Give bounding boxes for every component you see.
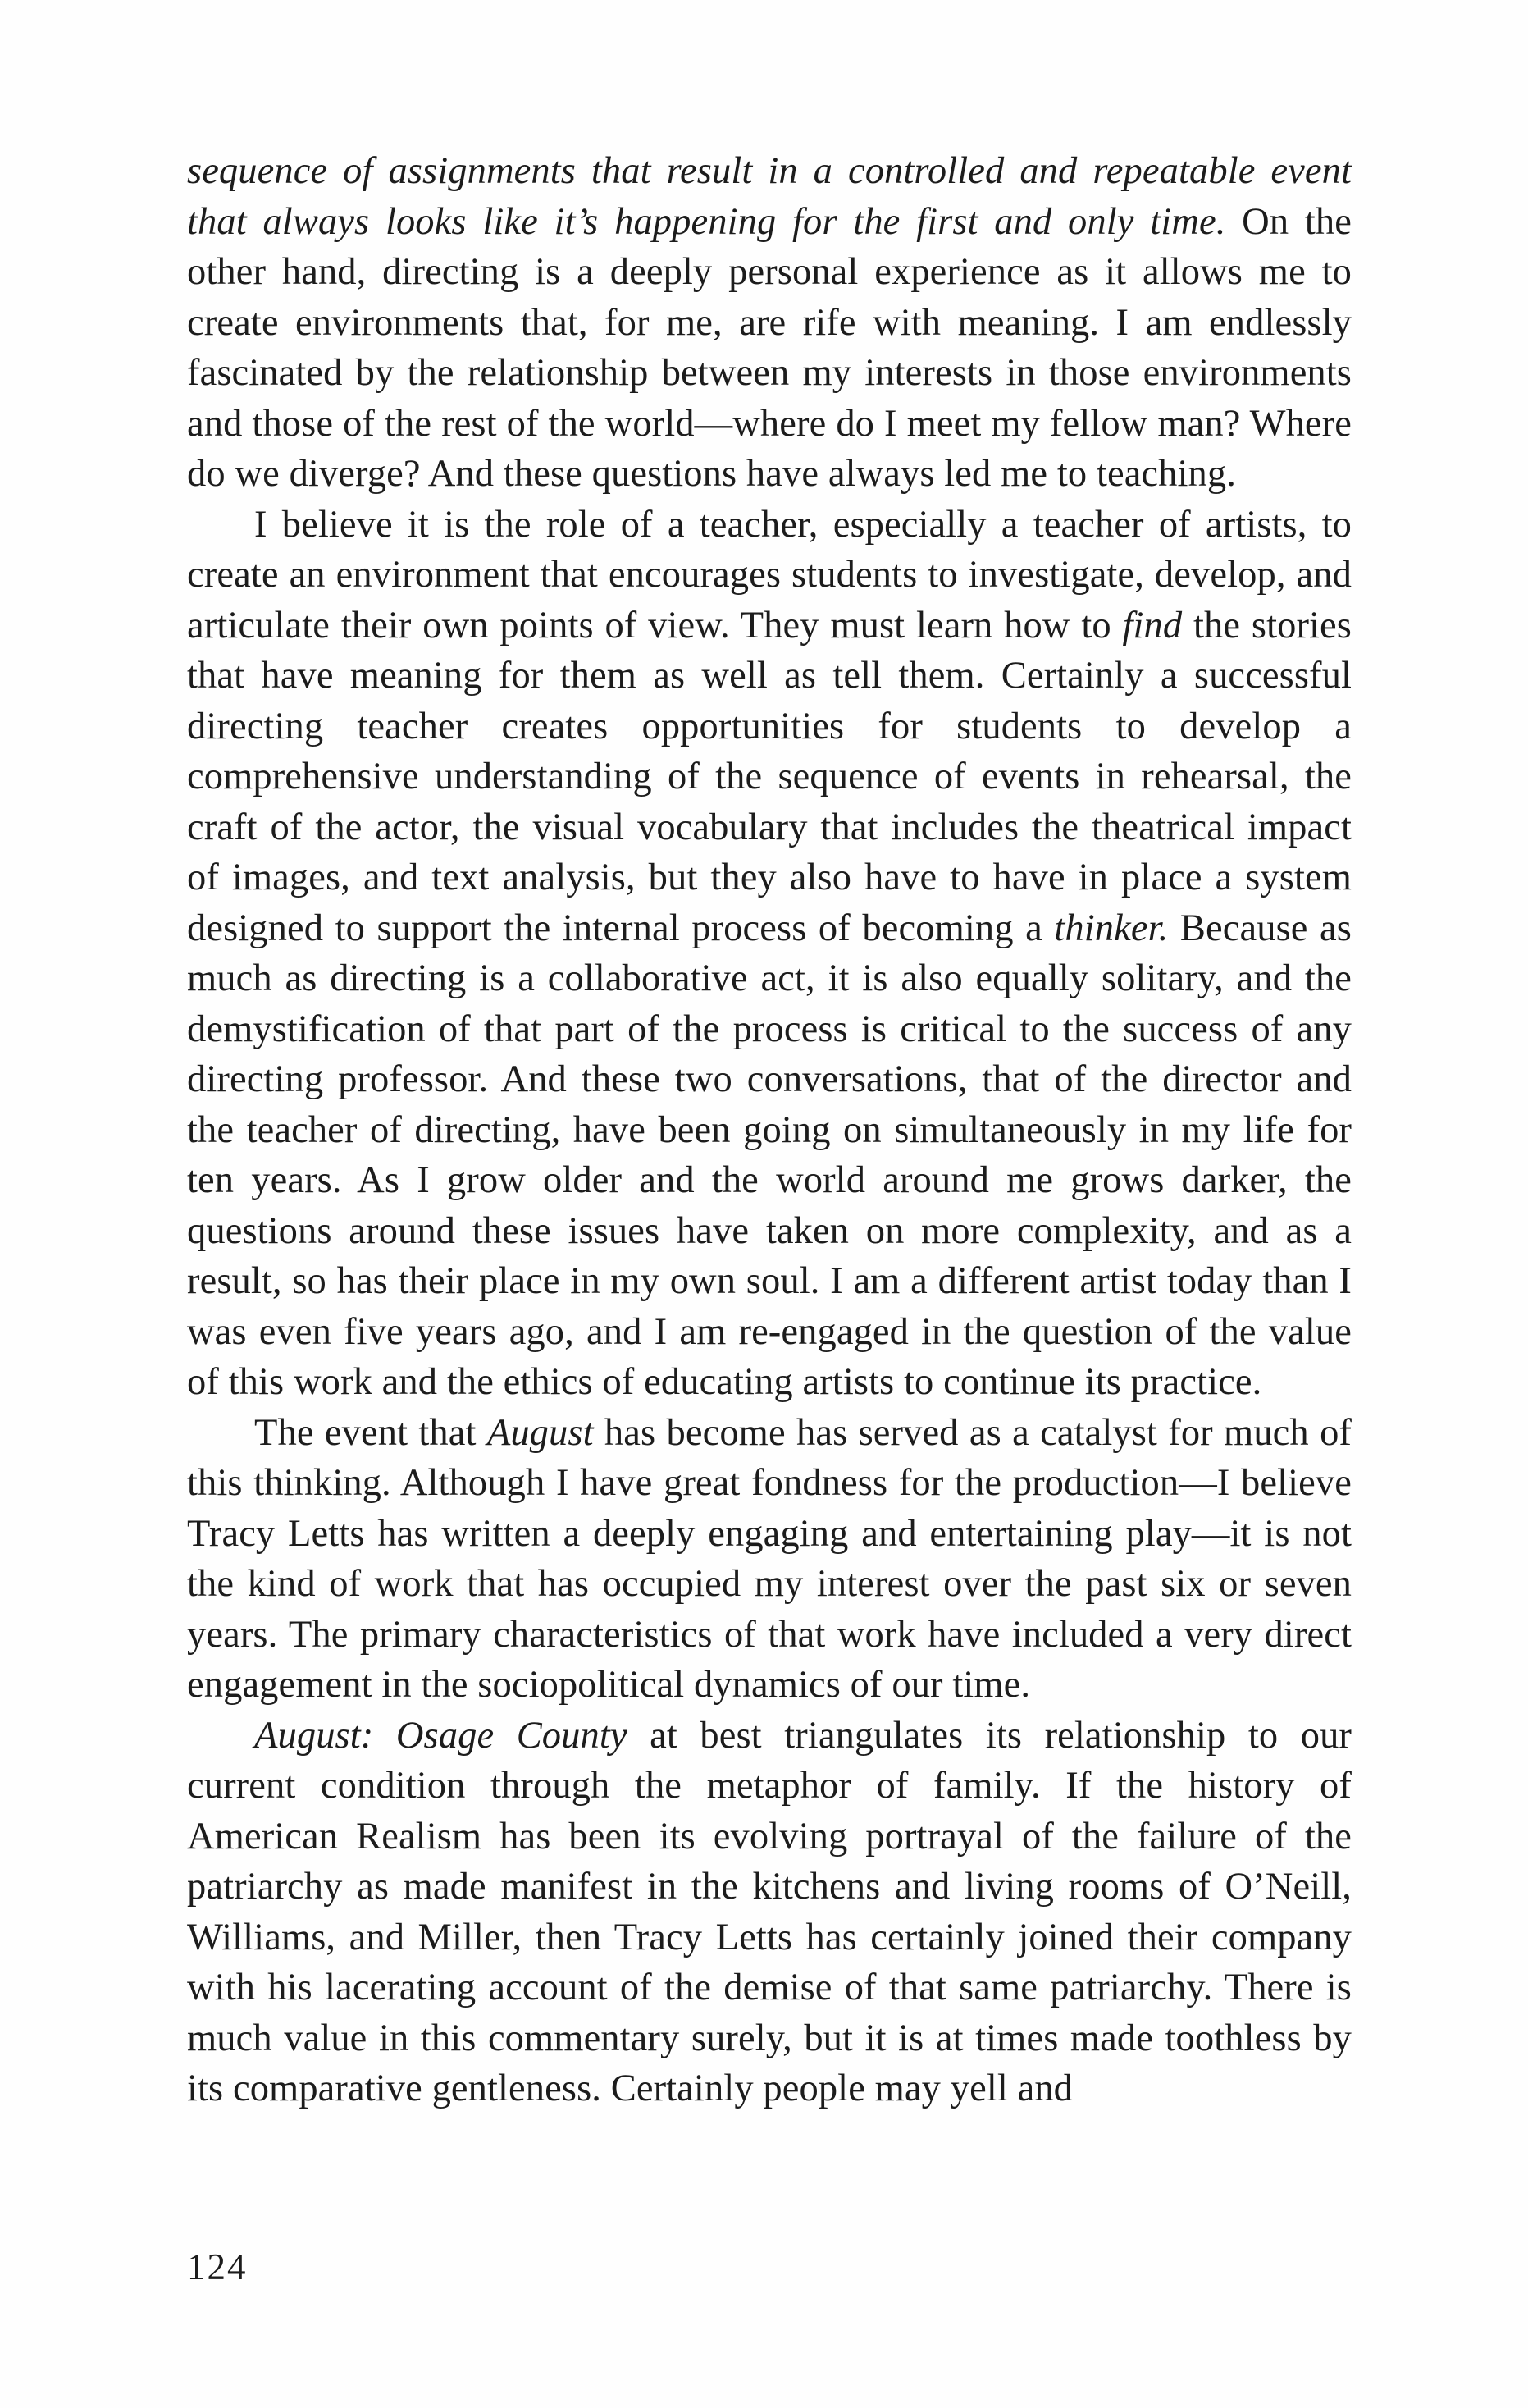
paragraph-3 (187, 1408, 1352, 1711)
paragraph-1 (187, 146, 1352, 500)
paragraph-4 (187, 1711, 1352, 2114)
paragraph-2-text-2: the stories that have meaning for them as well as tell them. Certainly a successful directing teacher creates opportunities for students to develop a comprehensive understanding of the sequence of events in rehearsal, the craft of the actor, the visual vocabulary that includes the theatrical impact of images, and text analysis, but they also have to have in place a system designed to support the internal process of becoming a (187, 604, 1352, 949)
paragraph-3-italic-august: August (486, 1411, 594, 1454)
paragraph-2-italic-find: find (1122, 604, 1183, 647)
paragraph-2-text-3: Because as much as directing is a collaborative act, it is also equally solitary, and the demystification of that part of the process is critical to the success of any directing professor. And these two conversations, that of the director and the teacher of directing, have been going on simultaneously in my life for ten years. As I grow older and the world around me grows darker, the questions around these issues have taken on more complexity, and as a result, so has their place in my own soul. I am a different artist today than I was even five years ago, and I am re-engaged in the question of the value of this work and the ethics of educating artists to continue its practice. (187, 907, 1352, 1403)
paragraph-2-text-1: I believe it is the role of a teacher, especially a teacher of artists, to create an environment that encourages students to investigate, develop, and articulate their own points of view. They must learn how to (187, 503, 1352, 647)
body-text (187, 146, 1352, 2114)
paragraph-4-text-1: at best triangulates its relationship to our current condition through the metaphor of family. If the history of American Realism has been its evolving portrayal of the failure of the patriarchy as made manifest in the kitchens and living rooms of O’Neill, Williams, and Miller, then Tracy Letts has certainly joined their company with his lacerating account of the demise of that same patriarchy. There is much value in this commentary surely, but it is at times made toothless by its comparative gentleness. Certainly people may yell and (187, 1714, 1352, 2109)
paragraph-3-text-1: The event that (254, 1411, 487, 1454)
paragraph-3-text-2: has become has served as a catalyst for much of this thinking. Although I have great fondness for the production—I believe Tracy Letts has written a deeply engaging and entertaining play—it is not the kind of work that has occupied my interest over the past six or seven years. The primary characteristics of that work have included a very direct engagement in the sociopolitical dynamics of our time. (187, 1411, 1352, 1706)
page-number: 124 (187, 2246, 248, 2287)
paragraph-1-italic-1: sequence of assignments that result in a controlled and repeatable event that always looks like it’s happening for the first and only time. (187, 150, 1352, 243)
paragraph-1-text-1: On the other hand, directing is a deeply personal experience as it allows me to create environments that, for me, are rife with meaning. I am endlessly fascinated by the relationship between my interests in those environments and those of the rest of the world—where do I meet my fellow man? Where do we diverge? And these questions have always led me to teaching. (187, 200, 1352, 495)
paragraph-4-italic-title: August: Osage County (254, 1714, 627, 1757)
paragraph-2-italic-thinker: thinker. (1054, 907, 1169, 949)
paragraph-2 (187, 500, 1352, 1408)
